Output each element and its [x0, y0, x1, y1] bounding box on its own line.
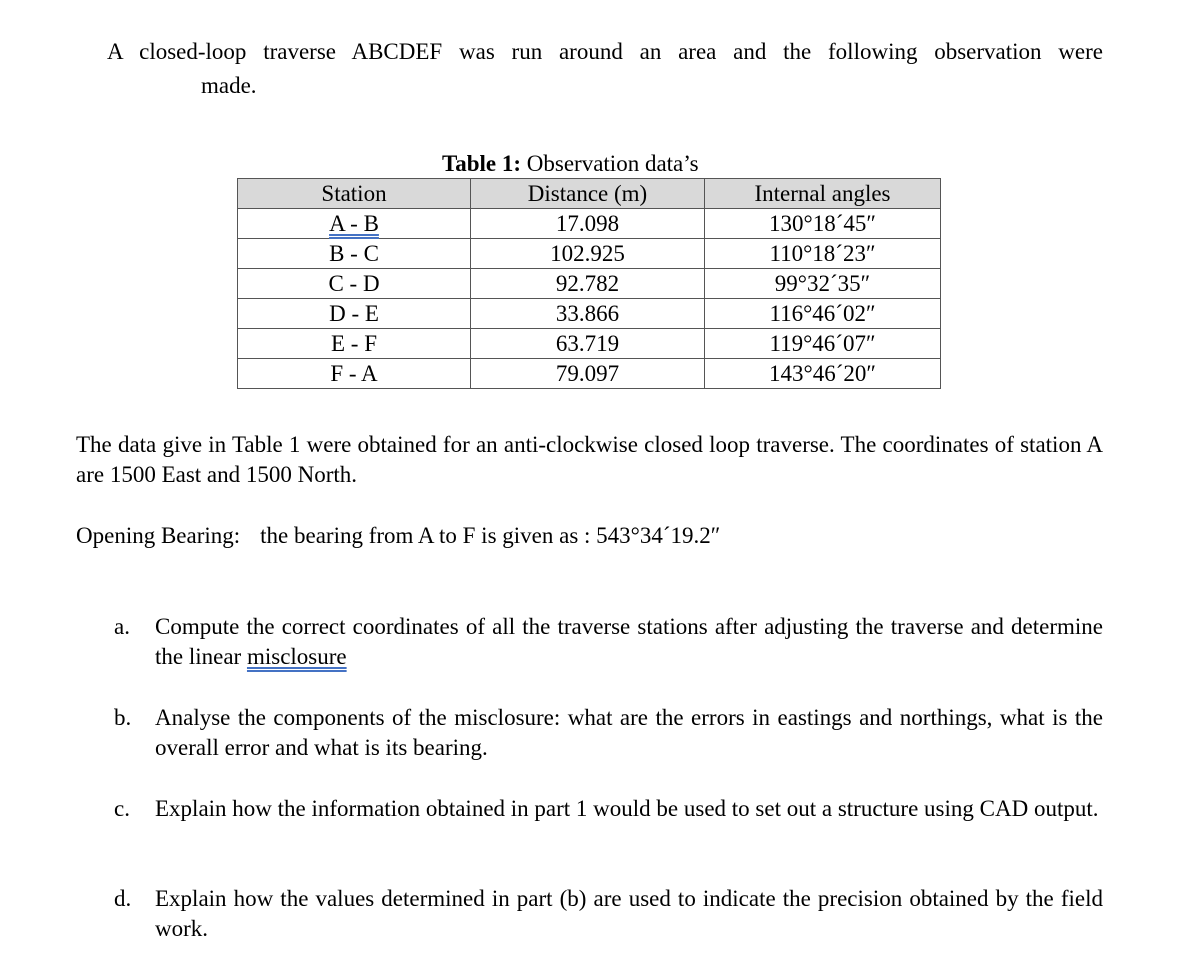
cell-distance: 79.097	[471, 359, 705, 389]
cell-angle: 99°32´35″	[705, 269, 941, 299]
table-caption-text: Observation data’s	[521, 151, 699, 176]
cell-station: D - E	[238, 299, 471, 329]
cell-station: C - D	[238, 269, 471, 299]
cell-angle: 130°18´45″	[705, 209, 941, 239]
station-ab-text: A - B	[329, 211, 379, 236]
question-b	[114, 703, 1103, 763]
question-d	[114, 884, 1103, 944]
header-station: Station	[238, 179, 471, 209]
question-c	[114, 794, 1103, 824]
cell-angle: 143°46´20″	[705, 359, 941, 389]
header-distance: Distance (m)	[471, 179, 705, 209]
question-a-body: Compute the correct coordinates of all the traverse stations after adjusting the traverse and determine the linear	[155, 614, 1103, 669]
intro-line-2: made.	[201, 73, 257, 98]
cell-distance: 102.925	[471, 239, 705, 269]
cell-distance: 92.782	[471, 269, 705, 299]
misclosure-link[interactable]: misclosure	[246, 643, 347, 669]
table-row	[238, 239, 941, 269]
question-a	[114, 612, 1103, 672]
data-description-paragraph: The data give in Table 1 were obtained for an anti-clockwise closed loop traverse. The coordinates of station A are 1500 East and 1500 North.	[76, 432, 1103, 487]
table-row	[238, 299, 941, 329]
question-text: Explain how the information obtained in part 1 would be used to set out a structure using CAD output.	[155, 796, 1099, 821]
question-text: Analyse the components of the misclosure: what are the errors in eastings and northings, what is the overall error and what is its bearing.	[155, 705, 1103, 760]
question-letter: a.	[114, 614, 130, 639]
observation-table	[237, 178, 941, 389]
question-letter: c.	[114, 796, 130, 821]
question-text: Explain how the values determined in part (b) are used to indicate the precision obtained by the field work.	[155, 886, 1103, 941]
table-row	[238, 329, 941, 359]
cell-angle: 110°18´23″	[705, 239, 941, 269]
opening-bearing-label: Opening Bearing:	[76, 523, 241, 548]
question-letter: b.	[114, 705, 132, 730]
question-letter: d.	[114, 886, 132, 911]
table-row	[238, 269, 941, 299]
cell-angle: 119°46´07″	[705, 329, 941, 359]
table-caption-label: Table 1:	[442, 151, 522, 176]
table-caption	[442, 149, 699, 179]
cell-station	[238, 209, 471, 239]
cell-distance: 63.719	[471, 329, 705, 359]
table-row	[238, 209, 941, 239]
opening-bearing-text: the bearing from A to F is given as : 543°34´19.2″	[260, 523, 721, 548]
cell-distance: 33.866	[471, 299, 705, 329]
cell-station: E - F	[238, 329, 471, 359]
table-row	[238, 359, 941, 389]
cell-angle: 116°46´02″	[705, 299, 941, 329]
table-header-row	[238, 179, 941, 209]
header-internal-angles: Internal angles	[705, 179, 941, 209]
cell-distance: 17.098	[471, 209, 705, 239]
opening-bearing-paragraph	[76, 521, 720, 551]
cell-station: F - A	[238, 359, 471, 389]
cell-station: B - C	[238, 239, 471, 269]
question-text	[155, 612, 1103, 672]
intro-line-1: A closed-loop traverse ABCDEF was run around an area and the following observation were	[107, 39, 1103, 64]
